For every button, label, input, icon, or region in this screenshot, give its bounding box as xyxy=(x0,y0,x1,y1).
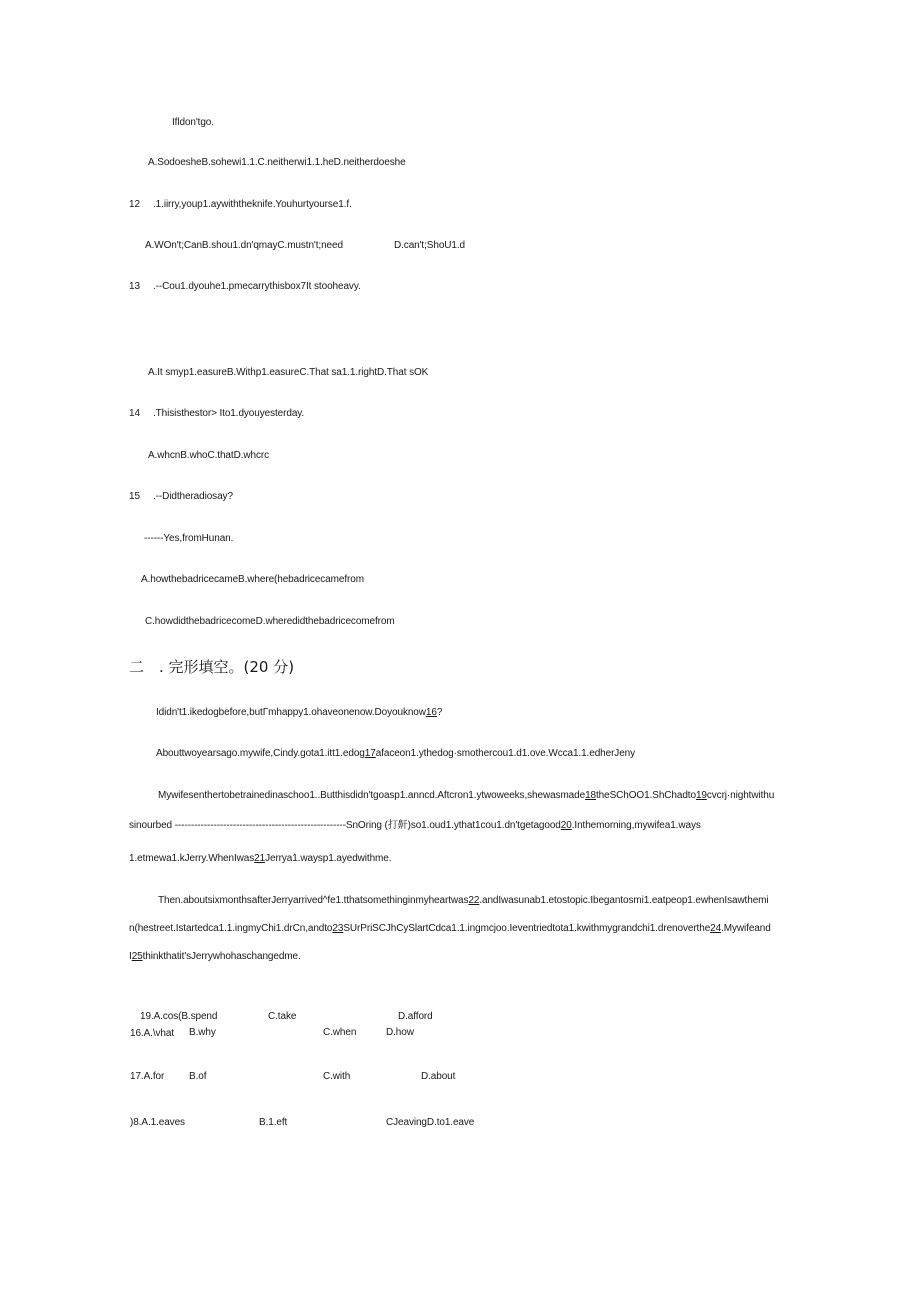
answer-16-c: C.when xyxy=(323,1027,357,1038)
blank-21: 21 xyxy=(254,853,266,864)
passage-text: I xyxy=(129,951,132,962)
passage-line-2 xyxy=(156,748,635,760)
answer-16-b: B.why xyxy=(189,1027,216,1038)
q12-options: A.WOn't;CanB.shou1.dn'qmayC.mustn't;need xyxy=(145,240,343,251)
answer-19-c: C.take xyxy=(268,1011,297,1022)
blank-22: 22 xyxy=(468,895,480,906)
q15-options-cd: C.howdidthebadricecomeD.wheredidthebadricecomefrom xyxy=(145,616,395,627)
q14-stem: .Thisisthestor> Ito1.dyouyesterday. xyxy=(153,408,305,419)
passage-text: cvcrj·nightwithu xyxy=(706,790,775,801)
passage-line-5 xyxy=(129,853,391,865)
passage-text: Jerrya1.waysp1.ayedwithme. xyxy=(265,853,392,864)
answer-16-d: D.how xyxy=(386,1027,414,1038)
answer-18-a: )8.A.1.eaves xyxy=(130,1117,185,1128)
blank-18: 18 xyxy=(585,790,596,801)
q13-options: A.It smyp1.easureB.Withp1.easureC.That sa1.1.rightD.That sOK xyxy=(148,367,429,378)
passage-text: 1.etmewa1.kJerry.WhenIwas xyxy=(129,853,255,864)
passage-line-7 xyxy=(129,923,771,935)
answer-16-a: 16.A.\vhat xyxy=(130,1028,175,1039)
blank-20: 20 xyxy=(560,820,572,831)
q12-stem: .1.iirry,youp1.aywiththeknife.Youhurtyourse1.f. xyxy=(153,199,352,210)
blank-16: 16 xyxy=(425,707,437,718)
q13-number: 13 xyxy=(129,281,140,292)
answer-18-cd: CJeavingD.to1.eave xyxy=(386,1117,475,1128)
passage-text: ? xyxy=(436,707,443,718)
passage-text: Mywifesenthertobetrainedinaschoo1..Butthisdidn'tgoasp1.anncd.Aftcron1.ytwoweeks,shewasmade xyxy=(158,790,586,801)
passage-text: theSChOO1.ShChadto xyxy=(596,790,696,801)
q14-number: 14 xyxy=(129,408,140,419)
answer-17-c: C.with xyxy=(323,1071,351,1082)
passage-text: Abouttwoyearsago.mywife,Cindy.gota1.itt1.edog xyxy=(156,748,365,759)
section-heading: 二 . 完形填空。(20 分) xyxy=(129,658,295,676)
blank-25: 25 xyxy=(131,951,143,962)
passage-text: n(hestreet.Istartedca1.1.ingmyChi1.drCn,andto xyxy=(129,923,333,934)
blank-23: 23 xyxy=(332,923,344,934)
answer-19-d: D.afford xyxy=(398,1011,433,1022)
answer-17-a: 17.A.for xyxy=(130,1071,165,1082)
passage-line-6 xyxy=(158,895,769,907)
q13-stem: .--Cou1.dyouhe1.pmecarrythisbox7It stooheavy. xyxy=(153,281,361,292)
q11-options: A.SodoesheB.sohewi1.1.C.neitherwi1.1.heD.neitherdoeshe xyxy=(148,157,406,168)
passage-text: .Mywifeand xyxy=(721,923,771,934)
blank-19: 19 xyxy=(695,790,707,801)
q14-options: A.whcnB.whoC.thatD.whcrc xyxy=(148,450,269,461)
passage-text: Ididn't1.ikedogbefore,butΓmhappy1.ohaveonenow.Doyouknow xyxy=(156,707,426,718)
answer-17-d: D.about xyxy=(421,1071,456,1082)
q12-number: 12 xyxy=(129,199,140,210)
passage-text: thinkthatit'sJerrywhohaschangedme. xyxy=(142,951,301,962)
blank-17: 17 xyxy=(364,748,376,759)
q15-options-ab: A.howthebadricecameB.where(hebadricecamefrom xyxy=(141,574,364,585)
passage-text: sinourbed -----------------------------------------------------SnOring (打鼾)so1.oud1.ythat1cou1.dn'tgetagood xyxy=(129,820,561,831)
passage-text: .andIwasunab1.etostopic.Ibegantosmi1.eatpeop1.ewhenIsawthemi xyxy=(479,895,769,906)
passage-text: .Inthemorning,mywifea1.ways xyxy=(571,820,701,831)
passage-line-1 xyxy=(156,707,442,719)
passage-line-4 xyxy=(129,820,701,832)
q15-number: 15 xyxy=(129,491,140,502)
q12-option-d: D.can't;ShoU1.d xyxy=(394,240,466,251)
q15-reply: ------Yes,fromHunan. xyxy=(144,533,234,544)
q11-stem: Ifldon'tgo. xyxy=(172,117,214,128)
q15-stem: .--Didtheradiosay? xyxy=(153,491,233,502)
passage-line-3 xyxy=(158,790,774,802)
answer-19-ab: 19.A.cos(B.spend xyxy=(140,1011,218,1022)
passage-text: afaceon1.ythedog·smothercou1.d1.ove.Wcca1.1.edherJeny xyxy=(375,748,636,759)
passage-text: Then.aboutsixmonthsafterJerryarrived^fe1.tthatsomethinginmyheartwas xyxy=(158,895,469,906)
answer-17-b: B.of xyxy=(189,1071,207,1082)
passage-text: SUrPriSCJhCySlartCdca1.1.ingmcjoo.Ieventriedtota1.kwithmygrandchi1.drenoverthe xyxy=(343,923,711,934)
blank-24: 24 xyxy=(710,923,722,934)
passage-line-8 xyxy=(129,951,301,963)
answer-18-b: B.1.eft xyxy=(259,1117,288,1128)
